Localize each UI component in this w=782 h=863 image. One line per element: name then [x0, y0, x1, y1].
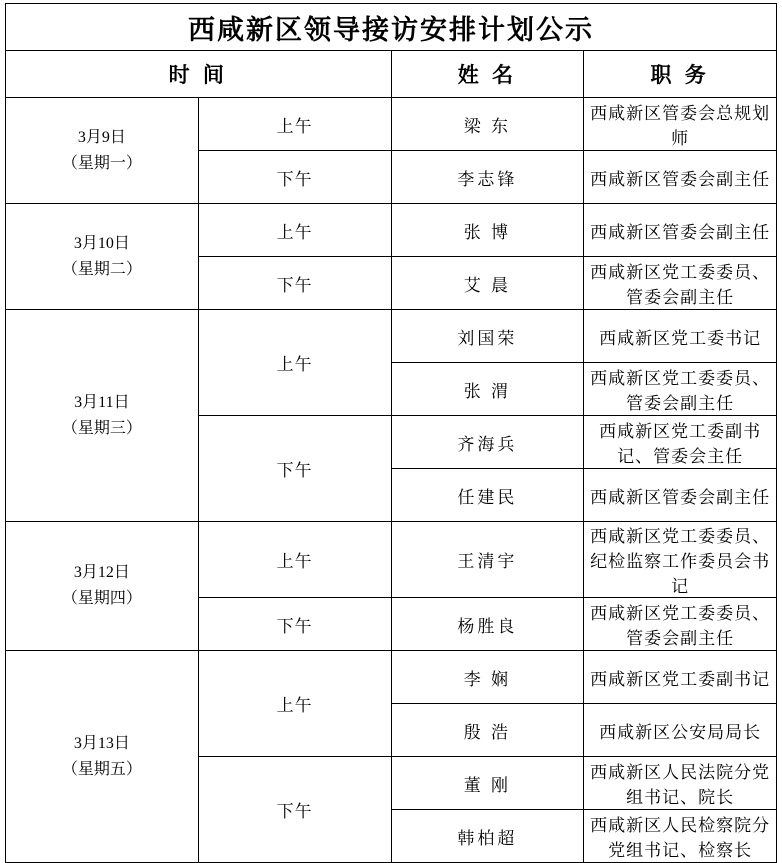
period-cell-day-1-am: 上午: [198, 98, 391, 151]
name-cell: 董 刚: [391, 757, 584, 810]
weekday-text: （星期五）: [61, 760, 142, 778]
column-header-time: 时 间: [6, 51, 392, 98]
table-title-row: [6, 4, 777, 51]
table-row: [6, 522, 777, 598]
post-cell: 西咸新区党工委副书记、管委会主任: [584, 416, 777, 469]
weekday-text: （星期一）: [61, 154, 142, 172]
period-cell-day-2-pm: 下午: [198, 257, 391, 310]
date-text: 3月9日: [77, 128, 126, 146]
date-cell-day-5: [6, 651, 199, 863]
name-cell: 杨胜良: [391, 598, 584, 651]
table-header-row: [6, 51, 777, 98]
weekday-text: （星期二）: [61, 260, 142, 278]
name-cell: 刘国荣: [391, 310, 584, 363]
weekday-text: （星期四）: [61, 590, 142, 607]
period-cell-day-4-am: 上午: [198, 522, 391, 598]
table-row: [6, 651, 777, 704]
name-cell: 张 博: [391, 204, 584, 257]
date-text: 3月10日: [73, 234, 130, 252]
date-cell-day-1: [6, 98, 199, 204]
date-text: 3月12日: [73, 564, 130, 582]
document-page: [0, 3, 782, 860]
post-cell: 西咸新区管委会副主任: [584, 151, 777, 204]
post-cell: 西咸新区管委会总规划师: [584, 98, 777, 151]
column-header-name: 姓 名: [391, 51, 584, 98]
name-cell: 张 渭: [391, 363, 584, 416]
period-cell-day-5-am: 上午: [198, 651, 391, 757]
post-cell: 西咸新区公安局局长: [584, 704, 777, 757]
name-cell: 李志锋: [391, 151, 584, 204]
name-cell: 李 娴: [391, 651, 584, 704]
name-cell: 齐海兵: [391, 416, 584, 469]
name-cell: 艾 晨: [391, 257, 584, 310]
post-cell: 西咸新区党工委委员、纪检监察工作委员会书记: [584, 522, 777, 598]
post-cell: 西咸新区人民法院分党组书记、院长: [584, 757, 777, 810]
name-cell: 梁 东: [391, 98, 584, 151]
post-cell: 西咸新区党工委副书记: [584, 651, 777, 704]
post-cell: 西咸新区党工委委员、管委会副主任: [584, 257, 777, 310]
table-row: [6, 310, 777, 363]
column-header-post: 职 务: [584, 51, 777, 98]
schedule-table: [5, 3, 777, 863]
post-cell: 西咸新区管委会副主任: [584, 204, 777, 257]
table-row: [6, 98, 777, 151]
date-text: 3月11日: [74, 393, 130, 411]
name-cell: 王清宇: [391, 522, 584, 598]
period-cell-day-2-am: 上午: [198, 204, 391, 257]
page-title: 西咸新区领导接访安排计划公示: [6, 4, 777, 51]
table-row: [6, 204, 777, 257]
post-cell: 西咸新区党工委委员、管委会副主任: [584, 363, 777, 416]
weekday-text: （星期三）: [61, 419, 142, 437]
date-cell-day-3: [6, 310, 199, 522]
period-cell-day-4-pm: 下午: [198, 598, 391, 651]
date-cell-day-2: [6, 204, 199, 310]
period-cell-day-5-pm: 下午: [198, 757, 391, 863]
period-cell-day-3-pm: 下午: [198, 416, 391, 522]
period-cell-day-1-pm: 下午: [198, 151, 391, 204]
post-cell: 西咸新区管委会副主任: [584, 469, 777, 522]
post-cell: 西咸新区人民检察院分党组书记、检察长: [584, 810, 777, 863]
post-cell: 西咸新区党工委委员、管委会副主任: [584, 598, 777, 651]
name-cell: 韩柏超: [391, 810, 584, 863]
post-cell: 西咸新区党工委书记: [584, 310, 777, 363]
name-cell: 殷 浩: [391, 704, 584, 757]
date-cell-day-4: [6, 522, 199, 651]
date-text: 3月13日: [73, 734, 130, 752]
period-cell-day-3-am: 上午: [198, 310, 391, 416]
name-cell: 任建民: [391, 469, 584, 522]
